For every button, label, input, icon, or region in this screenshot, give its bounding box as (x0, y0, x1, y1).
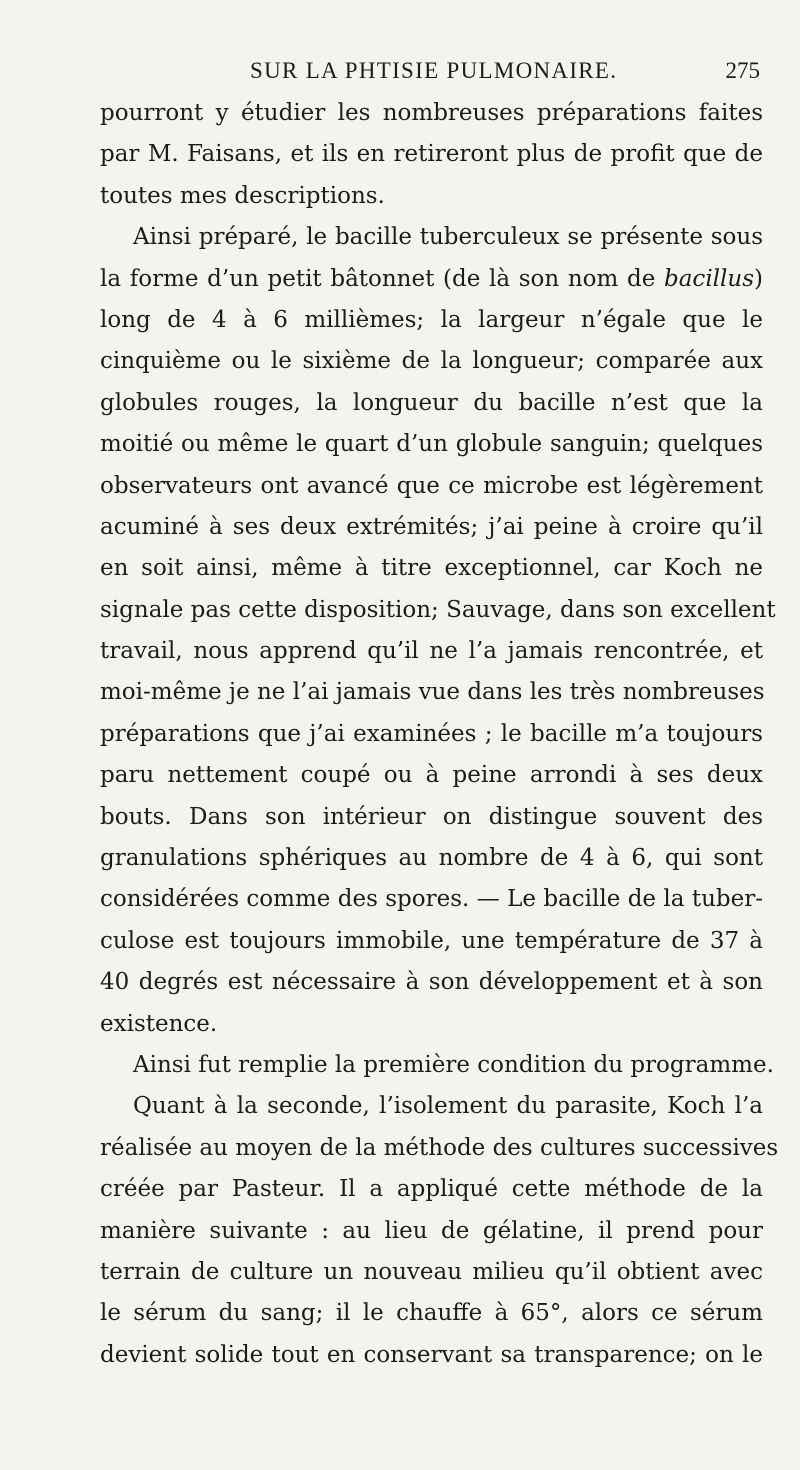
text-segment: Ainsi fut remplie la première condition du programme. (133, 1051, 774, 1078)
text-line: culose est toujours immobile, une température de 37 à (100, 927, 763, 954)
text-line: moi-même je ne l’ai jamais vue dans les très nombreuses (100, 679, 765, 706)
text-line: travail, nous apprend qu’il ne l’a jamais rencontrée, et (100, 638, 763, 665)
text-line: en soit ainsi, même à titre exceptionnel, car Koch ne (100, 555, 763, 582)
text-segment: Ainsi préparé, le bacille tuberculeux se présente sous (133, 224, 763, 251)
text-line (100, 259, 763, 300)
text-line: le sérum du sang; il le chauffe à 65°, alors ce sérum (100, 1300, 763, 1327)
text-line (100, 217, 763, 258)
text-line: réalisée au moyen de la méthode des cultures successives (100, 1134, 779, 1161)
text-line: devient solide tout en conservant sa transparence; on le (100, 1341, 763, 1368)
text-line: paru nettement coupé ou à peine arrondi à ses deux (100, 762, 763, 789)
text-line: cinquième ou le sixième de la longueur; comparée aux (100, 348, 763, 375)
page-number: 275 (725, 58, 760, 83)
text-line: signale pas cette disposition; Sauvage, dans son excellent (100, 596, 776, 623)
text-line: par M. Faisans, et ils en retireront plus de profit que de (100, 141, 763, 168)
text-line: toutes mes descriptions. (100, 182, 385, 209)
text-line: préparations que j’ai examinées ; le bacille m’a toujours (100, 720, 763, 747)
text-line: granulations sphériques au nombre de 4 à 6, qui sont (100, 845, 763, 872)
text-line: existence. (100, 1010, 218, 1037)
text-line: créée par Pasteur. Il a appliqué cette méthode de la (100, 1176, 763, 1203)
text-line: long de 4 à 6 millièmes; la largeur n’égale que le (100, 306, 763, 333)
text-line: globules rouges, la longueur du bacille n’est que la (100, 389, 763, 416)
text-segment: Quant à la seconde, l’isolement du parasite, Koch l’a (133, 1093, 763, 1120)
body-text (100, 93, 779, 1376)
text-line: acuminé à ses deux extrémités; j’ai peine à croire qu’il (100, 513, 763, 540)
text-line: 40 degrés est nécessaire à son développement et à son (100, 969, 763, 996)
italic-term: bacillus (664, 265, 755, 292)
page-header (100, 50, 760, 90)
running-title: SUR LA PHTISIE PULMONAIRE. (250, 58, 618, 83)
text-segment: la forme d’un petit bâtonnet (de là son nom de (100, 265, 664, 292)
text-line: moitié ou même le quart d’un globule sanguin; quelques (100, 431, 763, 458)
text-line: terrain de culture un nouveau milieu qu’il obtient avec (100, 1258, 763, 1285)
text-line: considérées comme des spores. — Le bacille de la tuber- (100, 886, 763, 913)
text-segment: ) (754, 265, 763, 292)
text-line (100, 1045, 774, 1086)
text-line (100, 1086, 763, 1127)
text-line: observateurs ont avancé que ce microbe est légèrement (100, 472, 763, 499)
text-line: bouts. Dans son intérieur on distingue souvent des (100, 803, 763, 830)
text-line: manière suivante : au lieu de gélatine, il prend pour (100, 1217, 763, 1244)
text-line: pourront y étudier les nombreuses préparations faites (100, 100, 763, 126)
